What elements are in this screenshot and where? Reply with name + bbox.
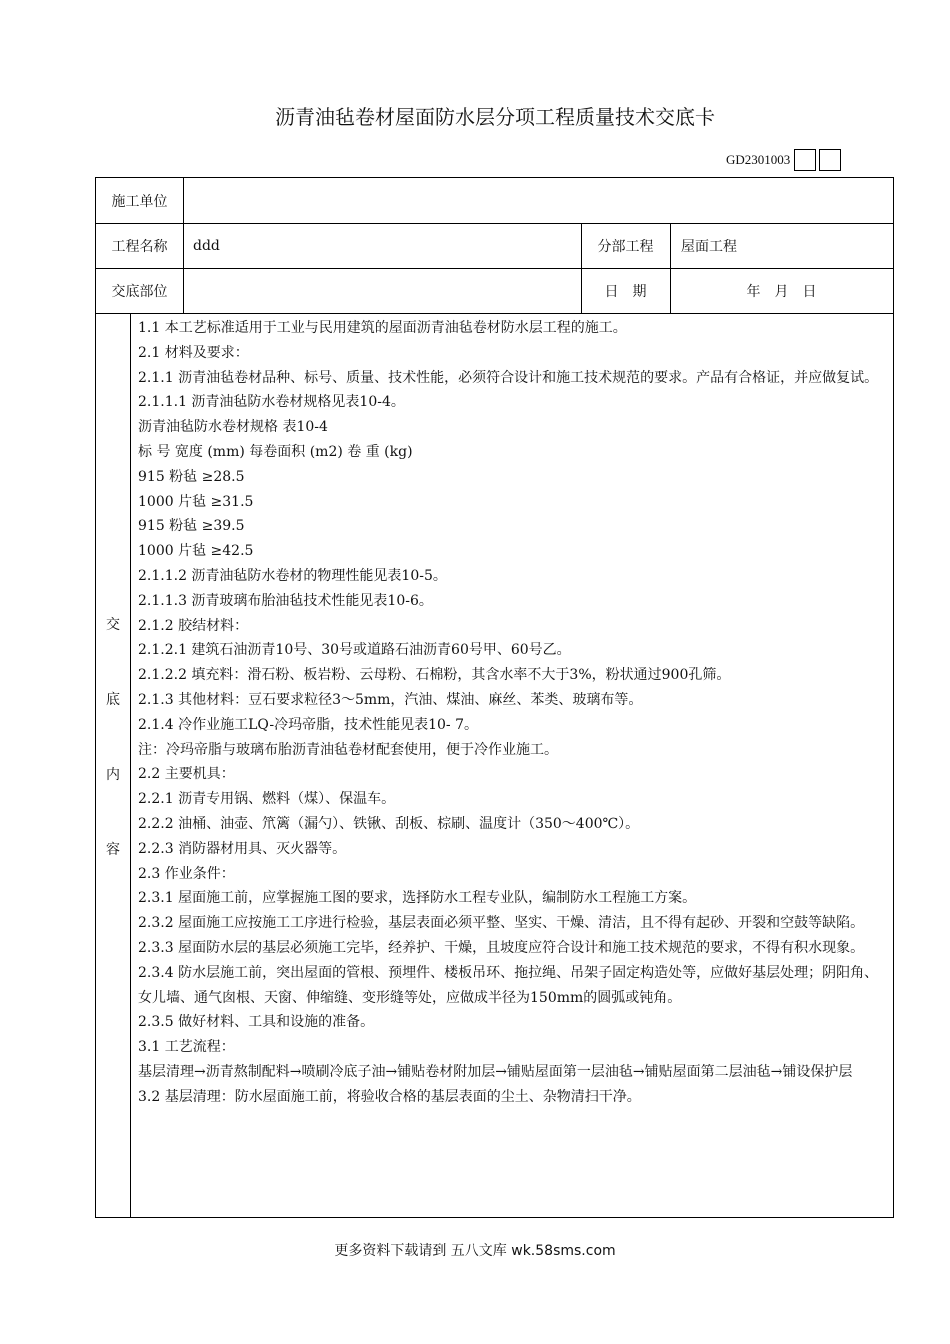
content-line: 1000 片毡 ≥31.5 — [138, 493, 254, 510]
construction-unit-value[interactable] — [192, 178, 882, 223]
content-line: 2.3.5 做好材料、工具和设施的准备。 — [138, 1014, 375, 1031]
content-line: 2.1.1 沥青油毡卷材品种、标号、质量、技术性能，必须符合设计和施工技术规范的要求。产品有合格证，并应做复试。 — [138, 369, 879, 386]
doc-code: GD2301003 — [726, 152, 791, 167]
code-checkbox-1[interactable] — [794, 149, 816, 171]
code-checkbox-2[interactable] — [819, 149, 841, 171]
content-body — [138, 316, 886, 1110]
content-line: 2.3.3 屋面防水层的基层必须施工完毕，经养护、干燥，且坡度应符合设计和施工技术规范的要求，不得有积水现象。 — [138, 939, 865, 956]
content-line: 2.3.1 屋面施工前，应掌握施工图的要求，选择防水工程专业队，编制防水工程施工方案。 — [138, 890, 697, 907]
content-line: 915 粉毡 ≥28.5 — [138, 468, 245, 485]
content-line: 2.1.3 其他材料：豆石要求粒径3～5mm，汽油、煤油、麻丝、苯类、玻璃布等。 — [138, 691, 643, 708]
content-line: 2.2.2 油桶、油壶、笊篱（漏勺）、铁锹、刮板、棕刷、温度计（350～400℃）。 — [138, 815, 640, 832]
project-name-value[interactable]: ddd — [193, 237, 220, 254]
sub-project-value[interactable]: 屋面工程 — [681, 238, 737, 255]
content-line: 2.3.4 防水层施工前，突出屋面的管根、预埋件、楼板吊环、拖拉绳、吊架子固定构造处等，应做好基层处理；阴阳角、女儿墙、通气囱根、天窗、伸缩缝、变形缝等处，应做成半径为150mm的圆弧或钝角。 — [138, 964, 879, 1006]
content-line: 2.2 主要机具： — [138, 766, 235, 783]
date-label: 日 期 — [604, 283, 647, 300]
handover-part-value[interactable] — [193, 268, 573, 313]
content-line: 基层清理→沥青熬制配料→喷刷冷底子油→铺贴卷材附加层→铺贴屋面第一层油毡→铺贴屋面第二层油毡→铺设保护层 — [138, 1063, 853, 1080]
content-section — [96, 314, 893, 1217]
footer-note[interactable]: 更多资料下载请到 五八文库 wk.58sms.com — [334, 1243, 616, 1259]
content-line: 915 粉毡 ≥39.5 — [138, 518, 245, 535]
content-line: 2.3 作业条件： — [138, 865, 235, 882]
side-char-rong: 容 — [106, 842, 120, 858]
project-name-label: 工程名称 — [111, 238, 168, 255]
side-char-jiao: 交 — [106, 617, 120, 633]
content-line: 2.1.2.2 填充料：滑石粉、板岩粉、云母粉、石棉粉，其含水率不大于3%，粉状通过900孔筛。 — [138, 667, 731, 684]
content-line: 2.1.1.3 沥青玻璃布胎油毡技术性能见表10-6。 — [138, 592, 433, 609]
construction-unit-label: 施工单位 — [111, 193, 168, 210]
content-line: 2.3.2 屋面施工应按施工工序进行检验，基层表面必须平整、坚实、干燥、清洁，且不得有起砂、开裂和空鼓等缺陷。 — [138, 915, 865, 932]
content-side-label — [96, 314, 131, 1217]
content-line: 标 号 宽度 (mm) 每卷面积 (m2) 卷 重 (kg) — [138, 443, 413, 460]
document-title: 沥青油毡卷材屋面防水层分项工程质量技术交底卡 — [275, 105, 715, 129]
content-line: 2.1.1.1 沥青油毡防水卷材规格见表10-4。 — [138, 394, 405, 411]
content-line: 2.1.2.1 建筑石油沥青10号、30号或道路石油沥青60号甲、60号乙。 — [138, 642, 571, 659]
content-line: 2.2.1 沥青专用锅、燃料（煤）、保温车。 — [138, 791, 396, 808]
content-line: 2.1.2 胶结材料： — [138, 617, 249, 634]
doc-code-row — [726, 148, 841, 172]
handover-part-label: 交底部位 — [111, 283, 168, 300]
content-line: 沥青油毡防水卷材规格 表10-4 — [138, 419, 328, 436]
content-line: 2.2.3 消防器材用具、灭火器等。 — [138, 840, 347, 857]
sub-project-label: 分部工程 — [597, 238, 654, 255]
content-line: 3.2 基层清理：防水屋面施工前，将验收合格的基层表面的尘土、杂物清扫干净。 — [138, 1088, 641, 1105]
row-handover-part — [96, 268, 893, 314]
content-line: 2.1.4 冷作业施工LQ-冷玛帝脂，技术性能见表10- 7。 — [138, 716, 478, 733]
content-line: 3.1 工艺流程： — [138, 1039, 235, 1056]
content-line: 1000 片毡 ≥42.5 — [138, 543, 254, 560]
side-char-nei: 内 — [106, 767, 120, 783]
row-project-name — [96, 223, 893, 269]
date-value[interactable]: 年 月 日 — [746, 283, 817, 300]
content-line: 注：冷玛帝脂与玻璃布胎沥青油毡卷材配套使用，便于冷作业施工。 — [138, 741, 558, 758]
handover-sheet — [95, 177, 894, 1218]
content-line: 1.1 本工艺标准适用于工业与民用建筑的屋面沥青油毡卷材防水层工程的施工。 — [138, 320, 627, 336]
side-char-di: 底 — [106, 692, 120, 708]
row-construction-unit — [96, 178, 893, 224]
content-line: 2.1.1.2 沥青油毡防水卷材的物理性能见表10-5。 — [138, 567, 447, 584]
content-line: 2.1 材料及要求： — [138, 344, 249, 361]
